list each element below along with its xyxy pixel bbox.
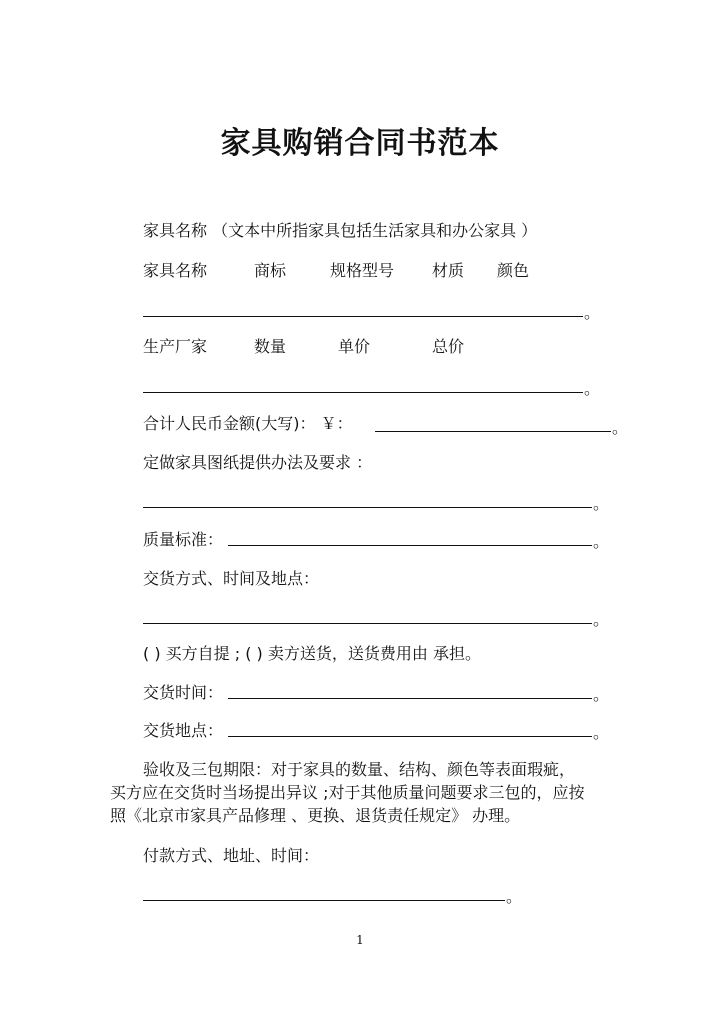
header-spec-model: 规格型号	[330, 261, 395, 280]
period: 。	[593, 610, 610, 629]
period: 。	[584, 379, 601, 398]
period: 。	[593, 494, 610, 513]
period: 。	[506, 887, 523, 906]
header-unit-price: 单价	[338, 337, 371, 356]
period: 。	[593, 532, 610, 551]
payment-label: 付款方式、地址、时间：	[143, 846, 320, 865]
quality-standard-label: 质量标准：	[143, 530, 224, 549]
delivery-time-field[interactable]	[228, 698, 592, 699]
delivery-place-label: 交货地点：	[143, 721, 224, 740]
acceptance-paragraph-line2: 买方应在交货时当场提出异议 ;对于其他质量问题要求三包的，应按	[110, 783, 585, 802]
period: 。	[593, 685, 610, 704]
acceptance-paragraph-line1: 验收及三包期限：对于家具的数量、结构、颜色等表面瑕疵，	[143, 760, 576, 779]
pickup-options: ( ) 买方自提 ; ( ) 卖方送货，送货费用由 承担。	[143, 644, 481, 663]
header-manufacturer: 生产厂家	[143, 337, 208, 356]
total-amount-label: 合计人民币金额(大写)： ￥：	[143, 414, 353, 433]
document-title: 家具购销合同书范本	[220, 126, 500, 161]
delivery-time-label: 交货时间：	[143, 683, 224, 702]
quality-standard-field[interactable]	[228, 545, 592, 546]
header-material: 材质	[432, 261, 465, 280]
delivery-method-field[interactable]	[143, 623, 592, 624]
delivery-place-field[interactable]	[228, 736, 592, 737]
delivery-method-label: 交货方式、时间及地点：	[143, 569, 320, 588]
fill-line-row2[interactable]	[143, 392, 583, 393]
period: 。	[612, 418, 629, 437]
acceptance-paragraph-line3: 照《北京市家具产品修理 、更换、退货责任规定》 办理。	[110, 806, 521, 825]
header-color: 颜色	[497, 261, 530, 280]
period: 。	[584, 303, 601, 322]
drawing-requirements-label: 定做家具图纸提供办法及要求 ：	[143, 453, 373, 472]
period: 。	[593, 723, 610, 742]
page-number: 1	[356, 933, 364, 947]
header-quantity: 数量	[254, 337, 287, 356]
payment-field[interactable]	[143, 900, 505, 901]
furniture-note: 家具名称 （文本中所指家具包括生活家具和办公家具 ）	[143, 221, 538, 240]
header-furniture-name: 家具名称	[143, 261, 208, 280]
drawing-requirements-field[interactable]	[143, 507, 592, 508]
header-total-price: 总价	[432, 337, 465, 356]
header-brand: 商标	[254, 261, 287, 280]
fill-line-row1[interactable]	[143, 316, 583, 317]
total-amount-field[interactable]	[375, 431, 611, 432]
